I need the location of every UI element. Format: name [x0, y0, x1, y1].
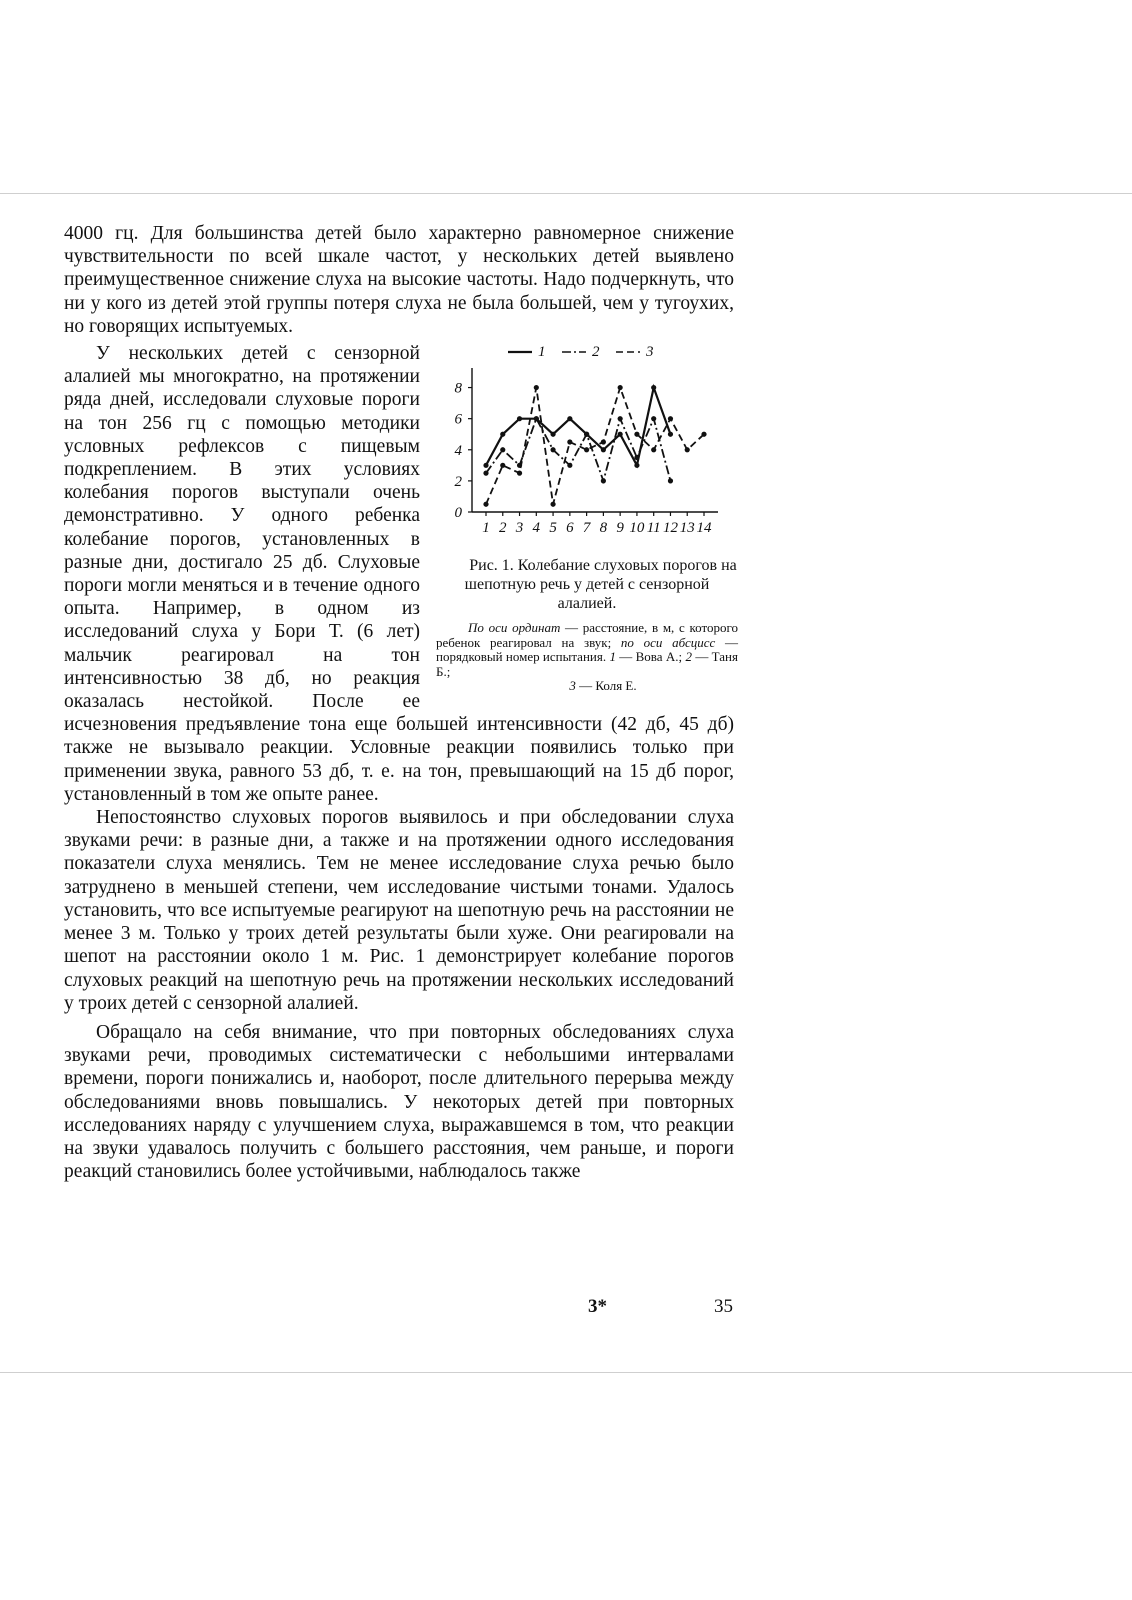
y-tick-label: 0	[454, 505, 462, 522]
x-tick-label: 7	[582, 520, 591, 537]
series-1-point	[618, 432, 623, 437]
series-3-line	[486, 388, 704, 505]
x-tick-label: 6	[566, 520, 574, 537]
series-2-point	[601, 478, 606, 483]
series-3-point	[567, 439, 572, 444]
note-legend-3	[436, 679, 738, 694]
series-2-point	[584, 432, 589, 437]
x-tick-label: 10	[629, 520, 645, 537]
note-legend-3-name: — Коля Е.	[575, 678, 637, 694]
series-2-line	[486, 419, 670, 481]
series-3-point	[668, 416, 673, 421]
series-2-point	[634, 455, 639, 460]
series-1-point	[668, 432, 673, 437]
x-tick-label: 5	[549, 520, 557, 537]
y-tick-label: 8	[454, 380, 462, 397]
figure-caption: Рис. 1. Колебание слуховых порогов на шепотную речь у детей с сензорной алалией.	[464, 557, 737, 613]
series-1-point	[500, 432, 505, 437]
legend-2-label: 2	[592, 344, 600, 361]
y-tick-label: 6	[454, 411, 462, 428]
signature-mark: 3*	[588, 1296, 607, 1317]
series-3-point	[634, 432, 639, 437]
series-3-point	[618, 385, 623, 390]
series-3-point	[601, 439, 606, 444]
figure-note	[436, 621, 738, 694]
paragraph-4: Обращало на себя внимание, что при повторных обследованиях слуха звуками речи, проводимых систематически с небольшими интервалами времени, пороги понижались и, наоборот, после длительного перерыва между обследованиями вновь повышались. У некоторых детей при повторных исследованиях наряду с улучшением слуха, выражавшемся в том, что реакции на звуки удавалось получить с большего расстояния, чем раньше, и пороги реакций становились более устойчивыми, наблюдалось также	[64, 1021, 734, 1183]
series-2-point	[567, 463, 572, 468]
note-legend-2-num: 2	[685, 649, 692, 665]
legend-1-label: 1	[538, 344, 546, 361]
x-tick-label: 3	[515, 520, 524, 537]
series-2-point	[618, 416, 623, 421]
series-3-point	[500, 463, 505, 468]
series-3-point	[517, 471, 522, 476]
note-x-text: — порядковый номер испытания.	[436, 634, 739, 665]
page-footer	[64, 1296, 734, 1326]
scan-border-bottom	[0, 1372, 1132, 1373]
series-1-point	[550, 432, 555, 437]
y-tick-label: 4	[454, 442, 462, 459]
series-1-point	[601, 447, 606, 452]
x-tick-label: 14	[696, 520, 712, 537]
x-tick-label: 13	[679, 520, 695, 537]
x-tick-label: 9	[616, 520, 624, 537]
paragraph-3: Непостоянство слуховых порогов выявилось и при обследовании слуха звуками речи: в разные дни, а также и на протяжении одного исследования показатели слуха менялись. Тем не менее исследование слуха речью было затруднено в меньшей степени, чем исследование чистыми тонами. Удалось установить, что все испытуемые реагируют на шепотную речь на расстоянии не менее 3 м. Только у троих детей результаты были хуже. Они реагировали на шепот на расстоянии около 1 м. Рис. 1 демонстрирует колебание порогов слуховых реакций на шепотную речь на протяжении нескольких исследований у троих детей с сензорной алалией.	[64, 807, 734, 1014]
page-body	[64, 222, 739, 1183]
line-chart	[428, 342, 740, 552]
x-tick-label: 8	[599, 520, 608, 537]
series-3-point	[651, 447, 656, 452]
note-y-label: По оси ординат	[468, 620, 561, 636]
series-2-point	[550, 447, 555, 452]
x-tick-label: 1	[482, 520, 490, 537]
series-3-point	[685, 447, 690, 452]
legend-3-label: 3	[646, 344, 654, 361]
x-tick-label: 12	[662, 520, 678, 537]
paragraph-2-text: У нескольких детей с сензорной алалией мы многократно, на протяжении ряда дней, исследовали слуховые пороги на тон 256 гц с помощью методики условных рефлексов с пищевым подкреплением. В этих условиях колебания порогов выступали очень демонстративно. У одного ребенка колебание порогов, установленных в разные дни, достигало 25 дб. Слуховые пороги могли меняться и в течение одного опыта. Например, в одном из исследований слуха у Бори Т. (6 лет) мальчик реагировал на тон интенсивностью 38 дб, но реакция оказалась нестойкой. После ее исчезновения предъявление тона еще большей интенсивности (42 дб, 45 дб) также не вызывало реакции. Условные реакции появились только при применении звука, равного 53 дб, т. е. на тон, превышающий на 15 дб порог, установленный в том же опыте ранее.	[64, 343, 734, 805]
note-y-text: — расстояние, в м, с которого ребенок реагировал на звук;	[436, 620, 739, 650]
x-tick-label: 2	[499, 520, 507, 537]
series-3-point	[584, 447, 589, 452]
series-3-point	[550, 502, 555, 507]
note-x-label: по оси абсцисс	[620, 634, 716, 650]
y-tick-label: 2	[454, 473, 462, 490]
note-legend-2-name: — Таня Б.;	[436, 649, 738, 679]
series-2-point	[651, 416, 656, 421]
note-legend-3-num: 3	[569, 678, 576, 694]
series-3-point	[483, 502, 488, 507]
scan-border-top	[0, 193, 1132, 194]
series-3-point	[534, 385, 539, 390]
figure-1	[428, 342, 740, 694]
series-2-point	[668, 478, 673, 483]
note-legend-1-num: 1	[609, 649, 616, 665]
series-1-point	[517, 416, 522, 421]
x-tick-label: 11	[646, 520, 661, 537]
series-3-point	[701, 432, 706, 437]
paragraph-1: 4000 гц. Для большинства детей было характерно равномерное снижение чувствительности по всей шкале частот, у нескольких детей выявлено преимущественное снижение слуха на высокие частоты. Надо подчеркнуть, что ни у кого из детей этой группы потеря слуха не была большей, чем у тугоухих, но говорящих испытуемых.	[64, 223, 734, 337]
page-number: 35	[714, 1296, 733, 1317]
series-1-line	[486, 388, 670, 466]
series-2-point	[500, 447, 505, 452]
series-1-point	[483, 463, 488, 468]
paragraph-2	[64, 342, 739, 806]
series-2-point	[534, 416, 539, 421]
series-1-point	[567, 416, 572, 421]
x-tick-label: 4	[532, 520, 541, 537]
series-2-point	[483, 471, 488, 476]
series-1-point	[634, 463, 639, 468]
series-1-point	[651, 385, 656, 390]
note-legend-1-name: — Вова А.;	[615, 649, 683, 665]
